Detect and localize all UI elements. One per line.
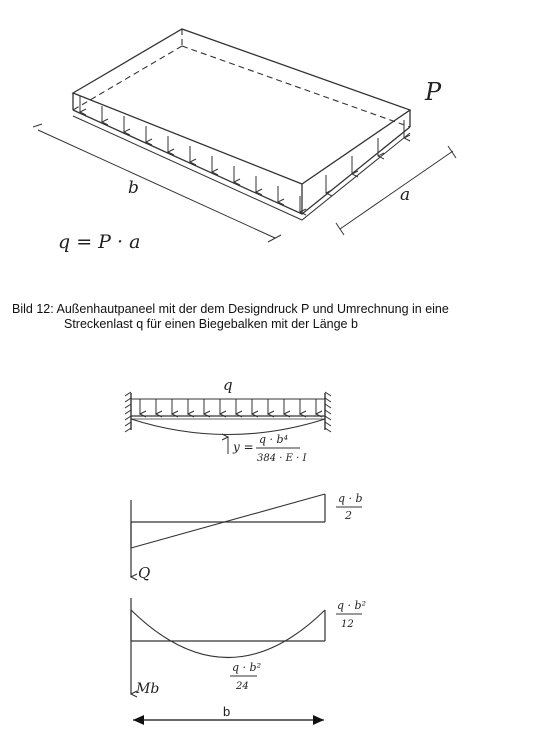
label-Mb: Mb	[136, 681, 160, 697]
caption-line-2: Streckenlast q für einen Biegebalken mit der Länge b	[64, 317, 358, 331]
moment-curve	[131, 610, 325, 658]
figure-caption	[12, 302, 542, 332]
moment-mid-numerator: q · b²	[232, 661, 261, 674]
shear-value-numerator: q · b	[338, 492, 363, 505]
left-support-hatch	[125, 392, 131, 432]
deflection-prefix: y =	[233, 440, 254, 454]
beam-figure	[125, 376, 331, 464]
panel-hidden-edges	[73, 29, 410, 127]
label-a: a	[400, 185, 411, 205]
moment-mid-denominator: 24	[236, 681, 249, 692]
formula-q: q = P · a	[58, 231, 141, 253]
dimension-a	[336, 146, 456, 235]
panel-top-face	[73, 29, 410, 184]
panel-vertical-edges	[73, 93, 410, 214]
deflection-curve	[131, 419, 325, 435]
beam-load-arrows	[140, 399, 316, 414]
label-span-b: b	[223, 704, 231, 719]
label-q-beam: q	[223, 376, 233, 394]
panel-figure	[33, 29, 456, 253]
dimension-b	[33, 124, 281, 242]
label-Q: Q	[138, 564, 151, 582]
caption-line-1: Bild 12: Außenhautpaneel mit der dem Designdruck P und Umrechnung in eine	[12, 302, 449, 316]
span-dimension	[133, 704, 324, 720]
right-support-hatch	[325, 392, 331, 432]
deflection-numerator: q · b⁴	[259, 433, 288, 446]
shear-value-denominator: 2	[345, 509, 352, 522]
moment-diagram	[131, 598, 366, 697]
label-P: P	[425, 78, 442, 106]
moment-end-denominator: 12	[341, 619, 354, 630]
shear-diagram	[131, 492, 363, 582]
deflection-denominator: 384 · E · I	[257, 453, 307, 464]
label-b: b	[128, 178, 139, 198]
moment-end-numerator: q · b²	[337, 599, 366, 612]
